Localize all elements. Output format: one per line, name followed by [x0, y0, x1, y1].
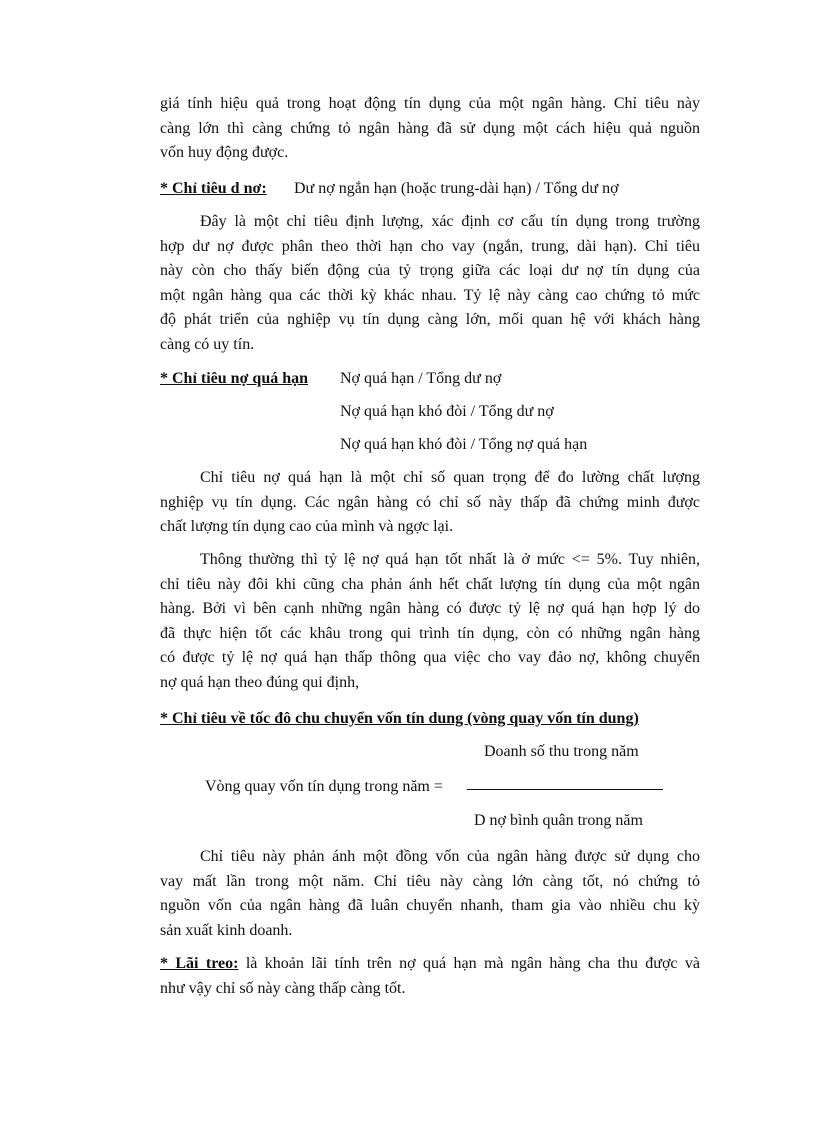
heading-vong-quay [160, 710, 639, 728]
formula-du-no: Dư nợ ngắn hạn (hoặc trung-dài hạn) / Tổng dư nợ [294, 180, 619, 197]
text-line: Thông thường thì tỷ lệ nợ quá hạn tốt nhất là ở mức <= 5%. Tuy nhiên, [200, 551, 700, 568]
text-line: nguồn vốn của ngân hàng đã luân chuyển nhanh, tham gia vào nhiều chu kỳ [160, 897, 700, 914]
text-line [160, 952, 700, 977]
paragraph-vong-quay [160, 845, 700, 943]
heading-label: * Chỉ tiêu d nơ: [160, 180, 267, 197]
text-line: giá tính hiệu quả trong hoạt động tín dụng của một ngân hàng. Chỉ tiêu này [160, 95, 700, 112]
formula-lhs: Vòng quay vốn tín dụng trong năm = [205, 778, 443, 795]
text-line: chất lượng tín dụng cao của mình và ngợc lại. [160, 518, 454, 535]
text-line: càng có uy tín. [160, 335, 255, 353]
text-line: vốn huy động được. [160, 144, 289, 161]
text-line: hàng. Bởi vì bên cạnh những ngân hàng có được tỷ lệ nợ quá hạn hợp lý do [160, 600, 700, 617]
heading-no-qua-han [160, 370, 308, 388]
text-line: chỉ tiêu này đôi khi cũng cha phản ánh hết chất lượng tín dụng của một ngân [160, 575, 700, 593]
paragraph-no-qua-han [160, 466, 700, 540]
formula-no-qua-han-2: Nợ quá hạn khó đòi / Tổng dư nợ [340, 403, 554, 420]
heading-label: * Chỉ tiêu về tốc đô chu chuyển vốn tín dung (vòng quay vốn tín dung) [160, 710, 639, 727]
heading-label: * Lãi treo: [160, 955, 239, 972]
paragraph-intro [160, 92, 700, 166]
text-line: này còn cho thấy biến động của tỷ trọng giữa các loại dư nợ tín dụng của [160, 262, 700, 279]
text-line: đã thực hiện tốt các khâu trong qui trình tín dụng, còn có những ngân hàng [160, 624, 700, 642]
text-line: Đây là một chỉ tiêu định lượng, xác định cơ cấu tín dụng trong trường [200, 213, 700, 230]
formula-denominator: D nợ bình quân trong năm [474, 812, 643, 829]
heading-label: * Chỉ tiêu nợ quá hạn [160, 370, 309, 387]
heading-du-no [160, 180, 267, 198]
text-line: nghiệp vụ tín dụng. Các ngân hàng có chỉ số này thấp đã chứng minh được [160, 493, 700, 511]
formula-numerator: Doanh số thu trong năm [484, 743, 639, 760]
text-line: vay mất lần trong một năm. Chỉ tiêu này càng lớn càng tốt, nó chứng tỏ [160, 872, 700, 890]
text-line: hợp dư nợ được phân theo thời hạn cho vay (ngắn, trung, dài hạn). Chỉ tiêu [160, 237, 700, 255]
text-line: một ngân hàng qua các thời kỳ khác nhau. Tỷ lệ này càng cao chứng tỏ mức [160, 286, 700, 304]
formula-no-qua-han-1: Nợ quá hạn / Tổng dư nợ [340, 370, 502, 387]
text-line: Chỉ tiêu này phản ánh một đồng vốn của ngân hàng được sử dụng cho [200, 848, 700, 865]
text-line: có được tỷ lệ nợ quá hạn thấp thông qua việc cho vay đảo nợ, không chuyển [160, 649, 700, 666]
text-line: Chỉ tiêu nợ quá hạn là một chỉ số quan trọng để đo lường chất lượng [200, 469, 700, 486]
text-line: sản xuất kinh doanh. [160, 921, 293, 939]
paragraph-lai-treo [160, 952, 700, 1001]
text-line: độ phát triển của nghiệp vụ tín dụng càng lớn, mối quan hệ với khách hàng [160, 311, 700, 328]
formula-no-qua-han-3: Nợ quá hạn khó đòi / Tổng nợ quá hạn [340, 436, 588, 453]
text-line: càng lớn thì càng chứng tỏ ngân hàng đã sử dụng một cách hiệu quả nguồn [160, 119, 700, 137]
text-line: như vậy chỉ số này càng thấp càng tốt. [160, 979, 406, 997]
paragraph-du-no [160, 210, 700, 357]
paragraph-ty-le [160, 548, 700, 695]
text-line: nợ quá hạn theo đúng qui định, [160, 673, 360, 691]
text-run: là khoản lãi tính trên nợ quá hạn mà ngân hàng cha thu được và [238, 955, 700, 972]
fraction-bar [467, 789, 663, 790]
